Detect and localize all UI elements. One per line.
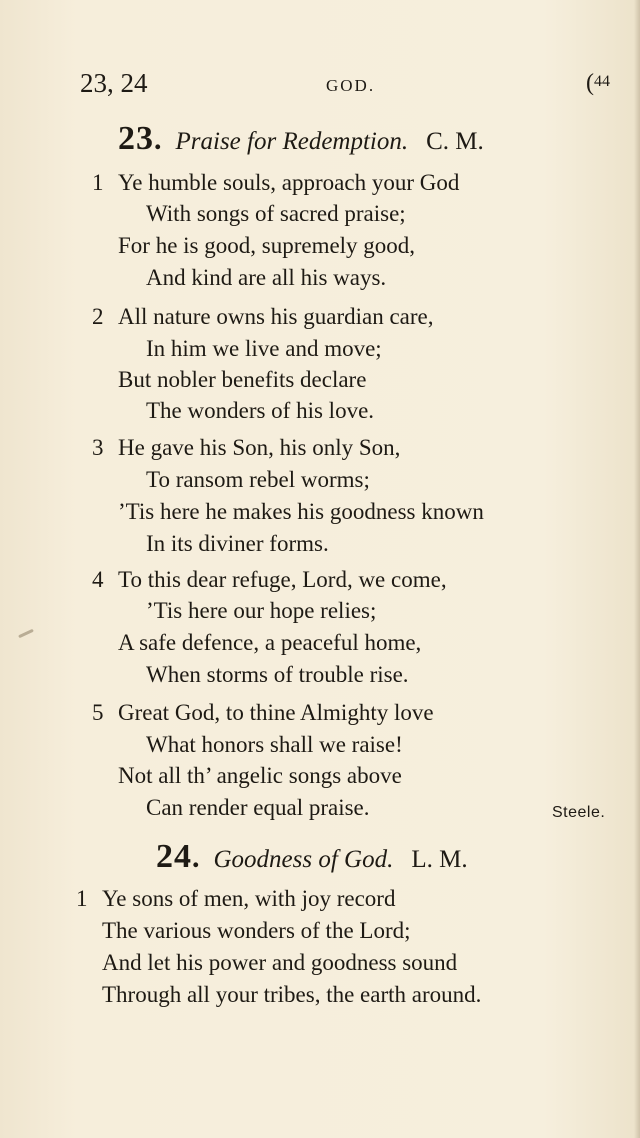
- verse-line: For he is good, supremely good,: [118, 233, 416, 258]
- verse-line: To this dear refuge, Lord, we come,: [118, 567, 447, 592]
- verse-line: And let his power and goodness sound: [102, 950, 458, 975]
- running-head: [0, 68, 640, 98]
- page-number-bracket: (: [586, 70, 594, 96]
- verse-number: 3: [92, 435, 104, 460]
- verse-line: And kind are all his ways.: [146, 265, 387, 290]
- hymn-title-text: Goodness of God.: [213, 846, 394, 873]
- verse-line: Ye sons of men, with joy record: [102, 886, 396, 911]
- verse-line: The various wonders of the Lord;: [102, 918, 411, 943]
- verse-line: In its diviner forms.: [146, 531, 329, 556]
- verse-number: 2: [92, 304, 104, 329]
- hymn-number: 24: [156, 838, 192, 875]
- verse-line: Not all th’ angelic songs above: [118, 763, 402, 788]
- verse-number: 4: [92, 567, 104, 592]
- verse-line: Ye humble souls, approach your God: [118, 170, 460, 195]
- running-head-hymn-range: 23, 24: [80, 68, 148, 98]
- hymn-number: 23: [118, 120, 154, 157]
- hymn-meter: L. M.: [411, 846, 468, 873]
- verse-line: What honors shall we raise!: [146, 732, 403, 757]
- hymn-title-24: 24. Goodness of God. L. M.: [156, 838, 468, 875]
- verse-line: In him we live and move;: [146, 336, 382, 361]
- page-number: 44: [594, 73, 610, 90]
- hymn-title-text: Praise for Redemption.: [175, 128, 409, 155]
- verse-line: All nature owns his guardian care,: [118, 304, 434, 329]
- verse-line: But nobler benefits declare: [118, 367, 367, 392]
- page-edge-shadow: [634, 0, 640, 1138]
- verse-line: A safe defence, a peaceful home,: [118, 630, 422, 655]
- verse-line: With songs of sacred praise;: [146, 201, 406, 226]
- verse-line: ’Tis here he makes his goodness known: [118, 499, 484, 524]
- hymn-title-23: 23. Praise for Redemption. C. M.: [118, 120, 484, 157]
- verse-line: Through all your tribes, the earth around.: [102, 982, 482, 1007]
- verse-line: When storms of trouble rise.: [146, 662, 409, 687]
- hymn-meter: C. M.: [426, 128, 484, 155]
- verse-line: The wonders of his love.: [146, 398, 375, 423]
- verse-number: 1: [92, 170, 104, 195]
- verse-line: He gave his Son, his only Son,: [118, 435, 401, 460]
- verse-line: ’Tis here our hope relies;: [146, 598, 377, 623]
- author-attribution: Steele.: [552, 804, 606, 821]
- running-head-section: GOD.: [326, 76, 376, 95]
- verse-line: Great God, to thine Almighty love: [118, 700, 434, 725]
- verse-number: 1: [76, 886, 88, 911]
- page-smudge: [18, 629, 34, 638]
- running-head-page-number: [586, 70, 610, 97]
- verse-number: 5: [92, 700, 104, 725]
- verse-line: To ransom rebel worms;: [146, 467, 370, 492]
- verse-line: Can render equal praise.: [146, 795, 370, 820]
